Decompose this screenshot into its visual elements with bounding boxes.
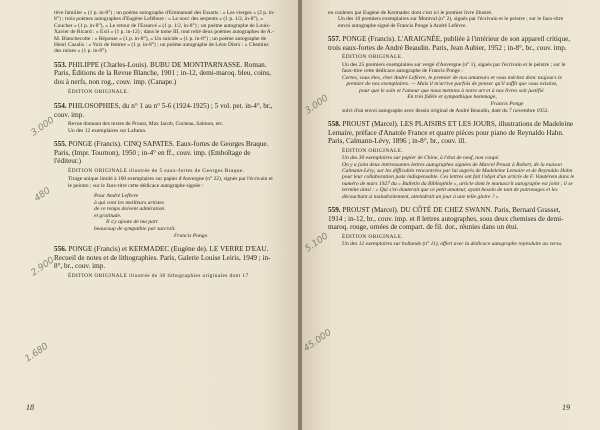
page-number: 19	[562, 403, 570, 412]
pencil-price-note: 1.680	[23, 341, 51, 365]
entry-note: Un des 12 exemplaires sur hollande (n° 11), offert avec la dédicace autographe reproduite au verso.	[342, 241, 563, 248]
dedication-text: Certes, vous êtes, cher André Lefèvre, le premier de nos amateurs et vous méritez donc toujours le premier de nos exemplaires. — Mais il m'arrive parfois de penser qu'il suffit que vous existiez, pour que le soin et l'amour que nous mettons à notre art et à nos livres soit justifié.	[342, 74, 562, 94]
entry-note: Un des 30 exemplaires sur papier de Chine, à l'état de neuf, non coupé.	[342, 155, 500, 162]
entry-heading: PHILOSOPHIES, du n° 1 au n° 5-6 (1924-1925) ; 5 vol. pet. in-4°, br., couv. imp.	[54, 102, 273, 119]
catalog-entry-558	[328, 120, 576, 200]
entry-heading: PONGE (Francis) et KERMADEC (Eugène de). LE VERRE D'EAU. Recueil de notes et de lithographies. Paris, Galerie Louise Leiris, 1949 ; in-8°, br., couv. imp.	[54, 245, 271, 271]
entry-note: On y a joint deux intéressantes lettres autographes signées de Marcel Proust à Robert, de la maison Calmann-Lévy, sur les difficultés rencontrées par lui auprès de Madeleine Lemaire et de Reynaldo Hahn pour leur collaboration juste indispensable. Ces lettres ont fait l'objet d'un article de F. Vandérem dans le numéro de mars 1927 du « Bulletin du Bibliophile », article dont le manuscrit autographe est joint ; il se termine ainsi : « Qui s'en douterait que ce petit amateur, ayant besoin de tant de patronages et les découchant si maladroitement, atteindrait un jour à une telle gloire ? »	[342, 161, 575, 200]
entry-note: Revue donnant des textes de Proust, Max Jacob, Cocteau, Salmon, etc.	[68, 121, 224, 128]
entry-edition: ÉDITION ORIGINALE.	[342, 147, 404, 154]
entry-number: 556.	[54, 245, 67, 254]
entry-edition: ÉDITION ORIGINALE.	[68, 88, 130, 95]
entry-edition: ÉDITION ORIGINALE.	[342, 233, 404, 240]
catalog-entry-559	[328, 206, 576, 248]
entry-number: 554.	[54, 102, 67, 111]
catalog-entry-553	[54, 61, 276, 96]
dedication-block	[54, 193, 276, 239]
right-continuation-note: Un des 10 premiers exemplaires sur Montval (n° 2), signés par l'écrivain et le peintre ; sur le faux-titre envoi autographe signé de Francis Ponge à André Lefèvre.	[338, 16, 564, 29]
catalog-entry-556	[54, 245, 276, 280]
entry-heading: PONGE (Francis). CINQ SAPATES. Eaux-fortes de Georges Braque. Paris, (Impr. Tournon), 1950 ; in-4° en ff., couv. imp. (Emboîtage de l'éditeur.)	[54, 140, 269, 166]
dedication-line: et gratitude.	[94, 212, 122, 219]
entry-edition: ÉDITION ORIGINALE illustrée de 30 lithographies originales dont 17	[68, 272, 249, 279]
entry-number: 553.	[54, 60, 67, 69]
right-column	[328, 10, 576, 248]
entry-heading: PONGE (Francis). L'ARAIGNÉE, publiée à l'intérieur de son appareil critique, trois eaux-fortes de André Beaudin. Paris, Jean Aubier, 1952 ; in-8°, br., couv. imp.	[328, 35, 571, 52]
entry-heading: PROUST (Marcel). DU CÔTÉ DE CHEZ SWANN. Paris, Bernard Grasset, 1914 ; in-12, br., couv. imp. et 8 lettres autographes, sous deux chemises de demi-maroq. rouge, ornées de compart. de fil. dor., réunies dans un étui.	[328, 206, 564, 232]
catalog-entry-555	[54, 140, 276, 239]
entry-number: 559.	[328, 206, 341, 215]
entry-edition: ÉDITION ORIGINALE.	[342, 54, 404, 61]
entry-number: 557.	[328, 35, 341, 44]
pencil-price-note: 480	[32, 185, 53, 205]
entry-edition: ÉDITION ORIGINALE illustrée de 5 eaux-fortes de Georges Braque.	[68, 167, 245, 174]
pencil-price-note: 45.000	[302, 327, 334, 355]
left-column	[54, 10, 276, 280]
left-page	[0, 0, 298, 430]
entry-number: 555.	[54, 140, 67, 149]
right-page	[302, 0, 600, 430]
entry-note: Un des 12 exemplaires sur Lafuma.	[68, 127, 147, 134]
entry-note: suivi d'un envoi autographe avec dessin original de André Beaudin, daté du 7 novembre 1952.	[342, 107, 549, 114]
pencil-price-note: 5.100	[303, 231, 331, 255]
dedication-line: de ce temps doivent admiration	[94, 206, 165, 213]
entry-note: Tirage unique limité à 100 exemplaires sur papier d'Auvergne (n° 22), signés par l'écrivain et le peintre ; sur le faux-titre cette dédicace autographe signée :	[68, 176, 273, 189]
dedication-signature: Francis Ponge.	[174, 232, 209, 239]
entry-heading: PHILIPPE (Charles-Louis). BUBU DE MONTPARNASSE. Roman. Paris, Éditions de la Revue Blanche, 1901 ; in-12, demi-maroq. bleu, coins, dos à nerfs, non rog., couv. imp. (Canape.)	[54, 60, 271, 87]
entry-note: Un des 25 premiers exemplaires sur vergé d'Auvergne (n° 1), signés par l'écrivain et le peintre ; sur le faux-titre cette dédicace autographe de Francis Ponge :	[342, 61, 566, 75]
right-continuation-text: en couleurs par Eugène de Kermadec dont c'est ici le premier livre illustré.	[328, 10, 493, 16]
catalog-entry-557	[328, 35, 576, 114]
entry-heading: PROUST (Marcel). LES PLAISIRS ET LES JOURS, illustrations de Madeleine Lemaire, préface d'Anatole France et quatre pièces pour piano de Reynaldo Hahn. Paris, Calmann-Lévy, 1896 ; in-8°, br., couv. ill.	[328, 120, 574, 146]
dedication-line: En très fidèle et sympathique hommage,	[407, 94, 497, 101]
dedication-line: Il s'y ajoute de ma part	[106, 219, 158, 226]
pencil-price-note: 2.900	[29, 255, 57, 279]
dedication-line: Pour André Lefèvre	[94, 193, 139, 200]
entry-number: 558.	[328, 120, 341, 128]
left-continuation-text: rêve familier » (1 p. in-8°) ; un poème autographe d'Emmanuel des Essarts : « Les vierges » (2 p. in-8°) ; trois poèmes autographes d'Eugène Lefébure : « Le nocc des serpents » (1 p. 1/2, in-8°), « Coucher » (1 p. in-8°), « Le retour de l'Essarcé » (1 p. 1/2, in-8°) ; un poème autographe de Louis-Xavier de Ricard : « Exil » (1 p. in-12) ; dans le tome III, tout relié deux poèmes autographes de A.-M. Blanchecotte : « Réponse » (1 p. in-8°), « Un suicide » (1 p. in-8°) ; un poème autographe de Henri Cazalis : « Voix de femme » (1 p. in-8°) ; un poème autographe de Léon Dierx : « Chemins des ruines » (1 p. in-8°).	[54, 10, 275, 55]
catalog-entry-554	[54, 102, 276, 134]
pencil-price-note: 3.000	[303, 93, 331, 117]
pencil-price-note: 3.000	[29, 115, 57, 139]
dedication-line: beaucoup de sympathie par surcroît.	[94, 226, 176, 232]
page-number: 18	[26, 403, 34, 412]
dedication-signature: Francis Ponge	[490, 101, 524, 107]
dedication-line: à qui vont les meilleurs artistes	[94, 199, 165, 206]
